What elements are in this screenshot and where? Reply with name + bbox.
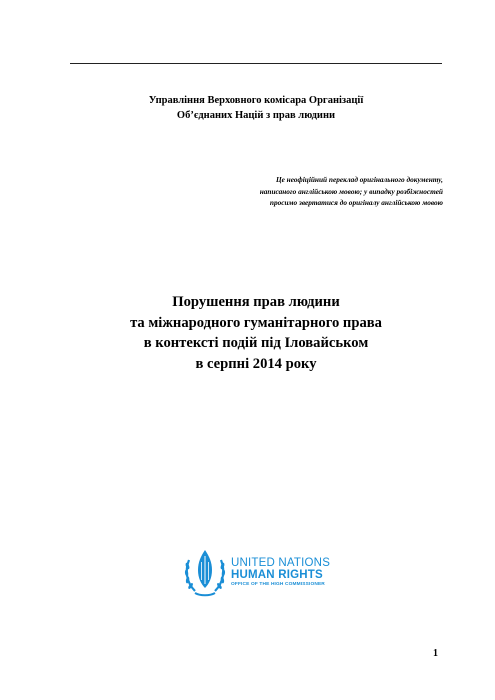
- title-line-2: та міжнародного гуманітарного права: [130, 314, 382, 331]
- office-line-1: Управління Верховного комісара Організації: [148, 95, 364, 106]
- logo-wordmark: [231, 557, 330, 588]
- office-line-2: Об’єднаних Націй з прав людини: [176, 110, 336, 121]
- logo-line-united-nations: UNITED NATIONS: [231, 557, 331, 569]
- logo-line-human-rights: HUMAN RIGHTS: [231, 569, 323, 581]
- logo-line-office: OFFICE OF THE HIGH COMMISSIONER: [231, 582, 325, 587]
- translation-note-line-3: просимо звертатися до оригіналу англійською мовою: [269, 198, 443, 207]
- translation-note-line-2: написаного англійською мовою; у випадку розбіжностей: [259, 186, 443, 196]
- title-line-4: в серпні 2014 року: [195, 355, 317, 372]
- page-number: 1: [433, 648, 438, 659]
- title-line-1: Порушення прав людини: [172, 294, 340, 310]
- title-line-3: в контексті подій під Іловайськом: [143, 335, 369, 351]
- translation-note-line-1: Це неофіційний переклад оригінального документу,: [275, 175, 443, 184]
- un-laurel-hand-icon: [183, 546, 227, 598]
- header-rule: [70, 63, 442, 64]
- translation-note: [143, 174, 443, 209]
- office-heading: [70, 93, 442, 123]
- report-title: [70, 292, 442, 374]
- un-human-rights-logo: [183, 546, 333, 602]
